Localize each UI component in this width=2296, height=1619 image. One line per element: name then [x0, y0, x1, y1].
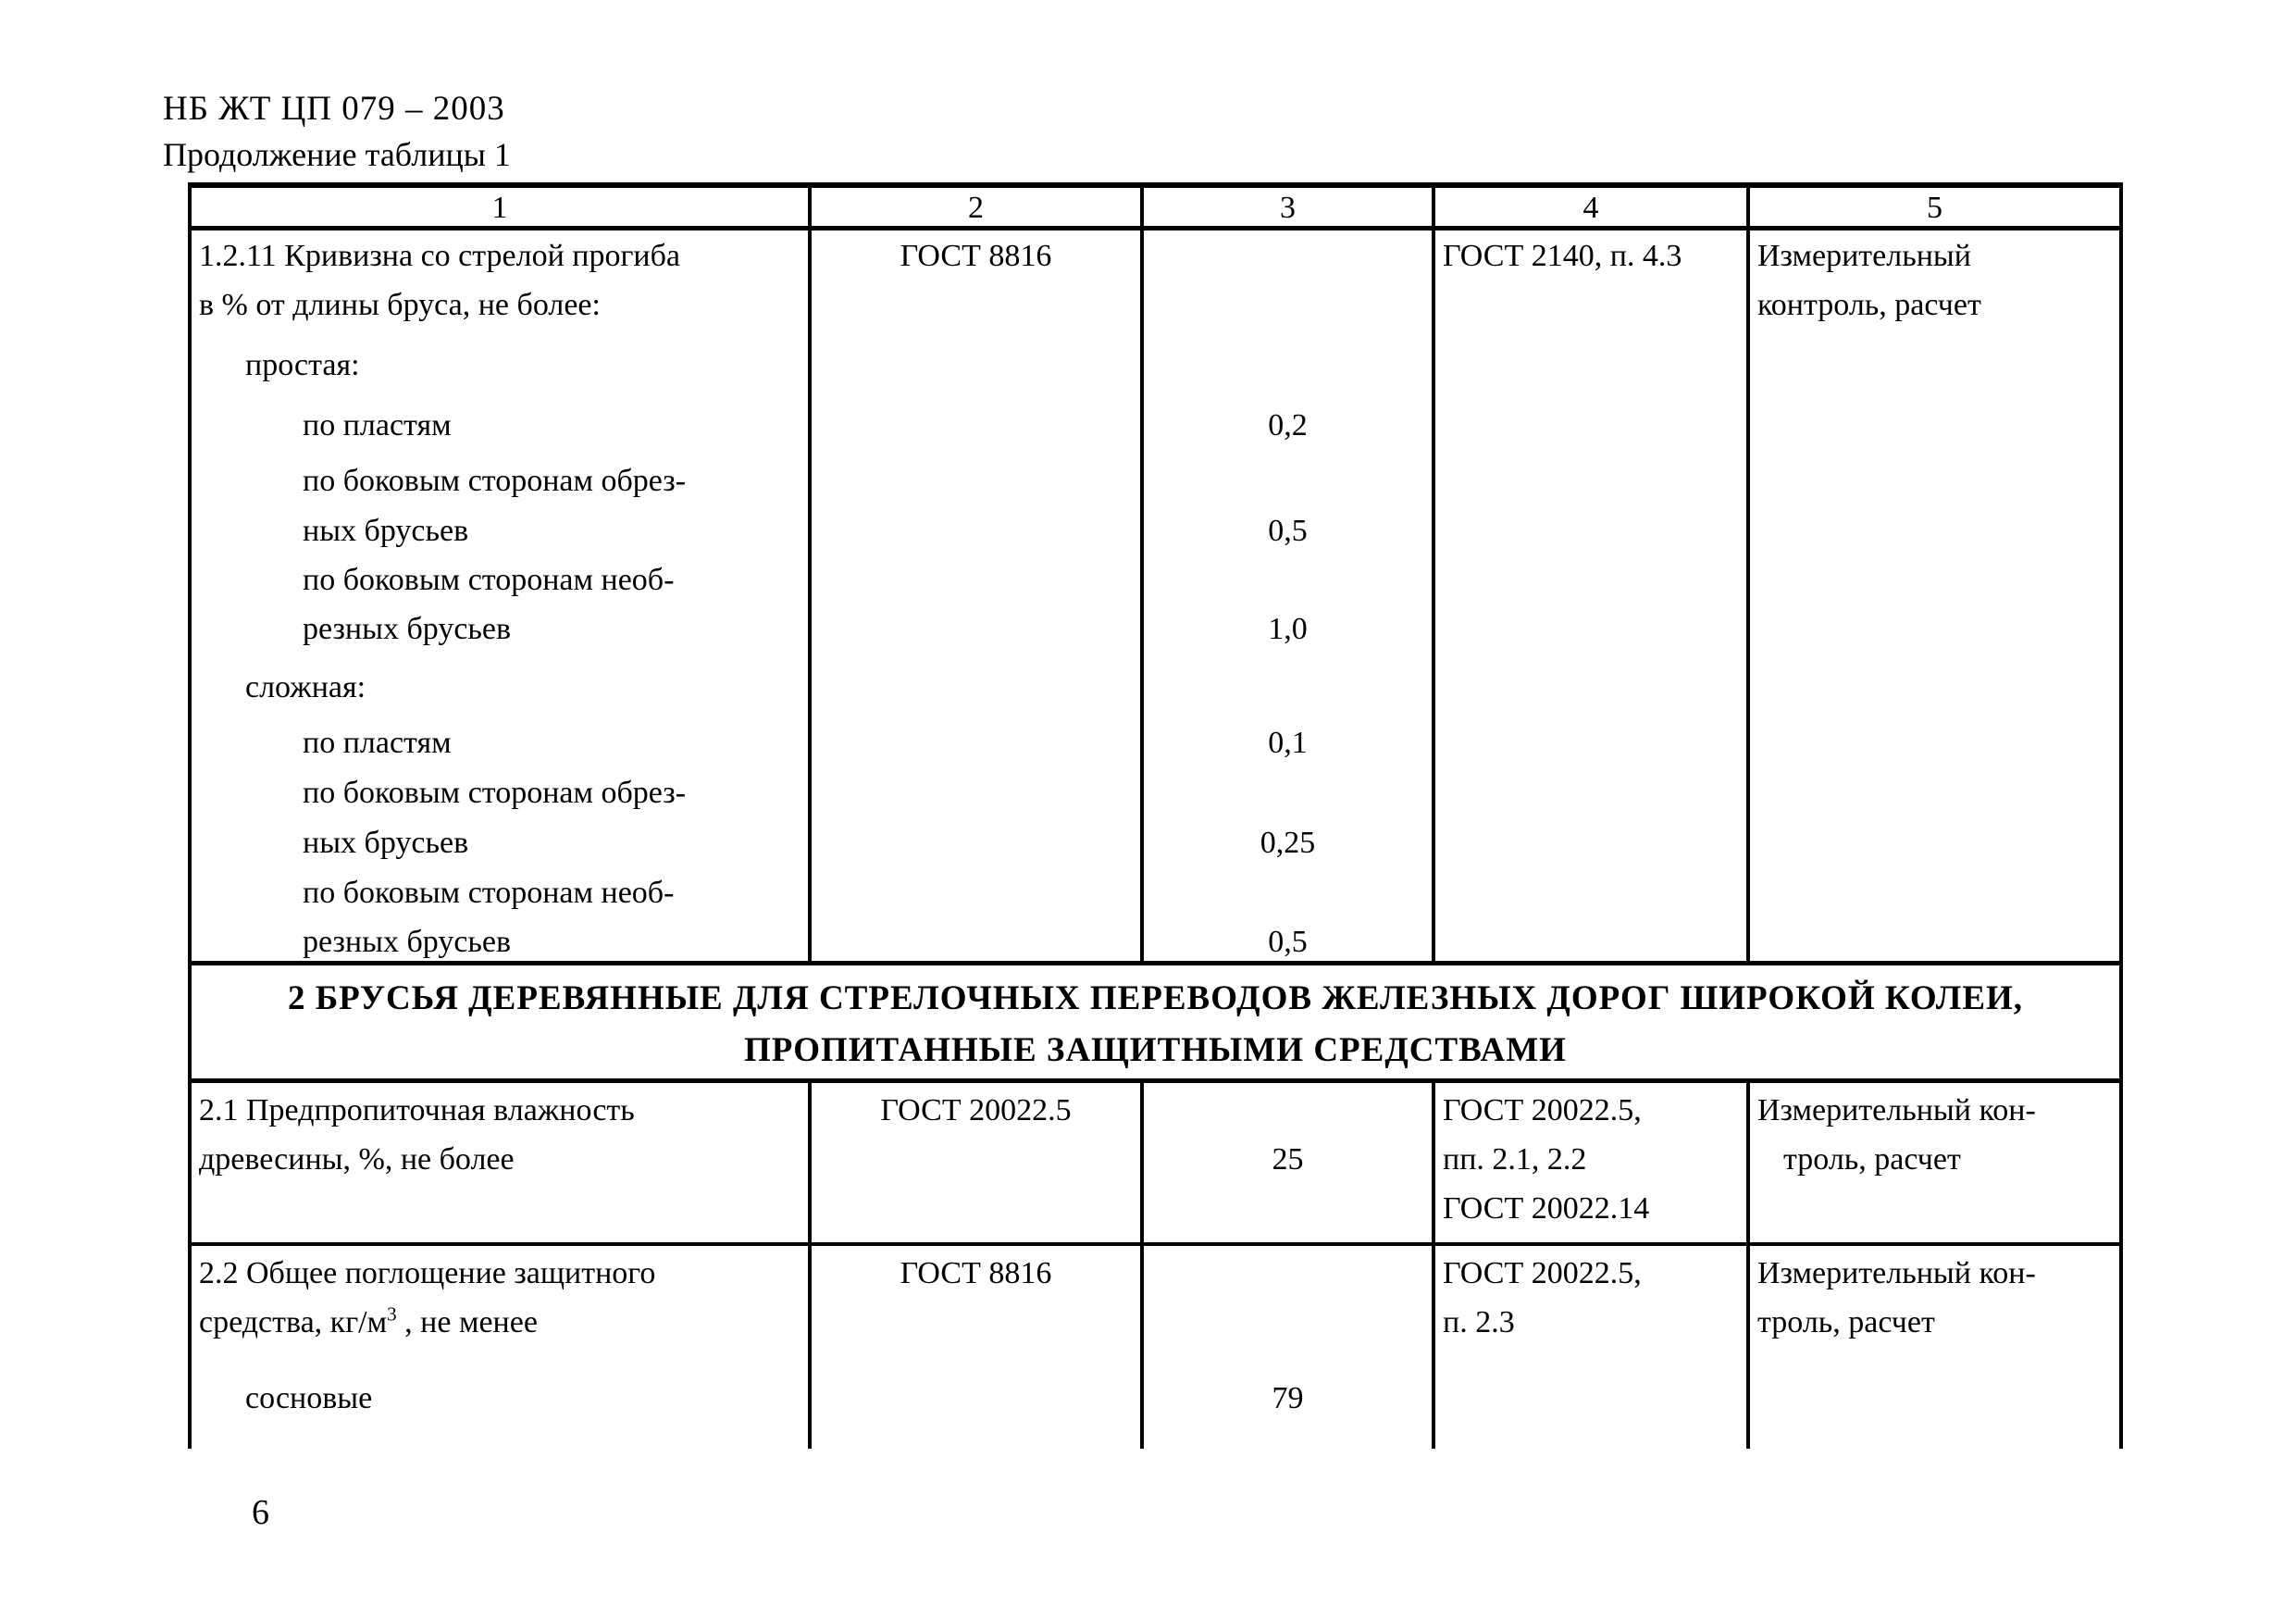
text-line: по боковым сторонам необ- [303, 563, 675, 597]
text-line: древесины, %, не более [199, 1142, 515, 1177]
value: 1,0 [1268, 612, 1308, 646]
text-line: ных брусьев [303, 514, 469, 548]
column-number: 1 [491, 191, 508, 225]
value: 0,5 [1268, 925, 1308, 959]
value: 79 [1272, 1381, 1304, 1415]
value: 0,25 [1260, 826, 1316, 860]
text-line: контроль, расчет [1757, 288, 1981, 322]
text-line: простая: [245, 348, 360, 382]
row-1-2-11 [190, 229, 2121, 964]
text-line: по боковым сторонам обрез- [303, 464, 687, 498]
table-caption: Продолжение таблицы 1 [163, 136, 511, 173]
text-line: резных брусьев [303, 612, 512, 646]
norm-doc-cell [810, 1081, 1142, 1245]
row-2-1 [190, 1081, 2121, 1245]
section-2-header-cell [190, 964, 2121, 1081]
column-number: 5 [1927, 191, 1942, 225]
control-type-cell [1748, 1081, 2121, 1245]
section-2-header-row [190, 964, 2121, 1081]
column-number: 4 [1582, 191, 1599, 225]
text-line: 2.1 Предпропиточная влажность [199, 1093, 635, 1127]
requirement-name-cell [190, 229, 810, 964]
column-header-2 [810, 185, 1142, 229]
page-number: 6 [252, 1493, 269, 1532]
value: 0,5 [1268, 514, 1308, 548]
text-line: ных брусьев [303, 826, 469, 860]
section-title-line: 2 БРУСЬЯ ДЕРЕВЯННЫЕ ДЛЯ СТРЕЛОЧНЫХ ПЕРЕВОДОВ ЖЕЛЕЗНЫХ ДОРОГ ШИРОКОЙ КОЛЕИ, [287, 979, 2024, 1017]
text-line: Измерительный кон- [1757, 1256, 2036, 1290]
norm-doc-cell [810, 1244, 1142, 1449]
text-fragment: , не менее [396, 1305, 538, 1339]
gost-ref: ГОСТ 8816 [900, 1256, 1052, 1290]
text-line: Измерительный [1757, 239, 1971, 273]
text-line: троль, расчет [1757, 1305, 1935, 1339]
text-line: по боковым сторонам обрез- [303, 776, 687, 810]
row-2-2 [190, 1244, 2121, 1449]
value: 0,2 [1268, 408, 1308, 442]
control-method-doc-cell [1433, 1081, 1748, 1245]
requirement-name-cell [190, 1244, 810, 1449]
value: 0,1 [1268, 726, 1308, 760]
column-number-row [190, 185, 2121, 229]
gost-ref: ГОСТ 20022.5 [880, 1093, 1072, 1127]
column-number: 3 [1280, 191, 1296, 225]
text-line: пп. 2.1, 2.2 [1443, 1142, 1587, 1177]
doc-code: НБ ЖТ ЦП 079 – 2003 [163, 90, 505, 128]
text-line: п. 2.3 [1443, 1305, 1515, 1339]
section-title-line: ПРОПИТАННЫЕ ЗАЩИТНЫМИ СРЕДСТВАМИ [744, 1031, 1567, 1069]
column-header-5 [1748, 185, 2121, 229]
text-line: по боковым сторонам необ- [303, 876, 675, 910]
column-header-3 [1142, 185, 1433, 229]
text-line: ГОСТ 20022.5, [1443, 1256, 1642, 1290]
text-line: сложная: [245, 670, 366, 704]
text-line: сосновые [245, 1381, 373, 1415]
text-line: 2.2 Общее поглощение защитного [199, 1256, 656, 1290]
control-method-doc-cell [1433, 229, 1748, 964]
text-line: резных брусьев [303, 925, 512, 959]
value-cell [1142, 229, 1433, 964]
value-cell [1142, 1081, 1433, 1245]
text-line: в % от длины бруса, не более: [199, 288, 601, 322]
control-type-cell [1748, 229, 2121, 964]
text-line: ГОСТ 20022.5, [1443, 1093, 1642, 1127]
control-method-doc-cell [1433, 1244, 1748, 1449]
text-line: троль, расчет [1783, 1142, 1961, 1177]
norm-doc-cell [810, 229, 1142, 964]
value-cell [1142, 1244, 1433, 1449]
text-fragment: средства, кг/м [199, 1305, 388, 1339]
text-line [199, 1304, 538, 1340]
gost-ref: ГОСТ 8816 [900, 239, 1052, 273]
text-line: Измерительный кон- [1757, 1093, 2036, 1127]
text-line: 1.2.11 Кривизна со стрелой прогиба [199, 239, 681, 273]
control-type-cell [1748, 1244, 2121, 1449]
column-header-1 [190, 185, 810, 229]
column-number: 2 [968, 191, 984, 225]
standards-table [188, 182, 2123, 1449]
gost-ref: ГОСТ 2140, п. 4.3 [1443, 239, 1682, 273]
column-header-4 [1433, 185, 1748, 229]
value: 25 [1272, 1142, 1304, 1177]
requirement-name-cell [190, 1081, 810, 1245]
superscript-3: 3 [387, 1302, 397, 1326]
text-line: по пластям [303, 408, 452, 442]
text-line: ГОСТ 20022.14 [1443, 1191, 1650, 1226]
text-line: по пластям [303, 726, 452, 760]
